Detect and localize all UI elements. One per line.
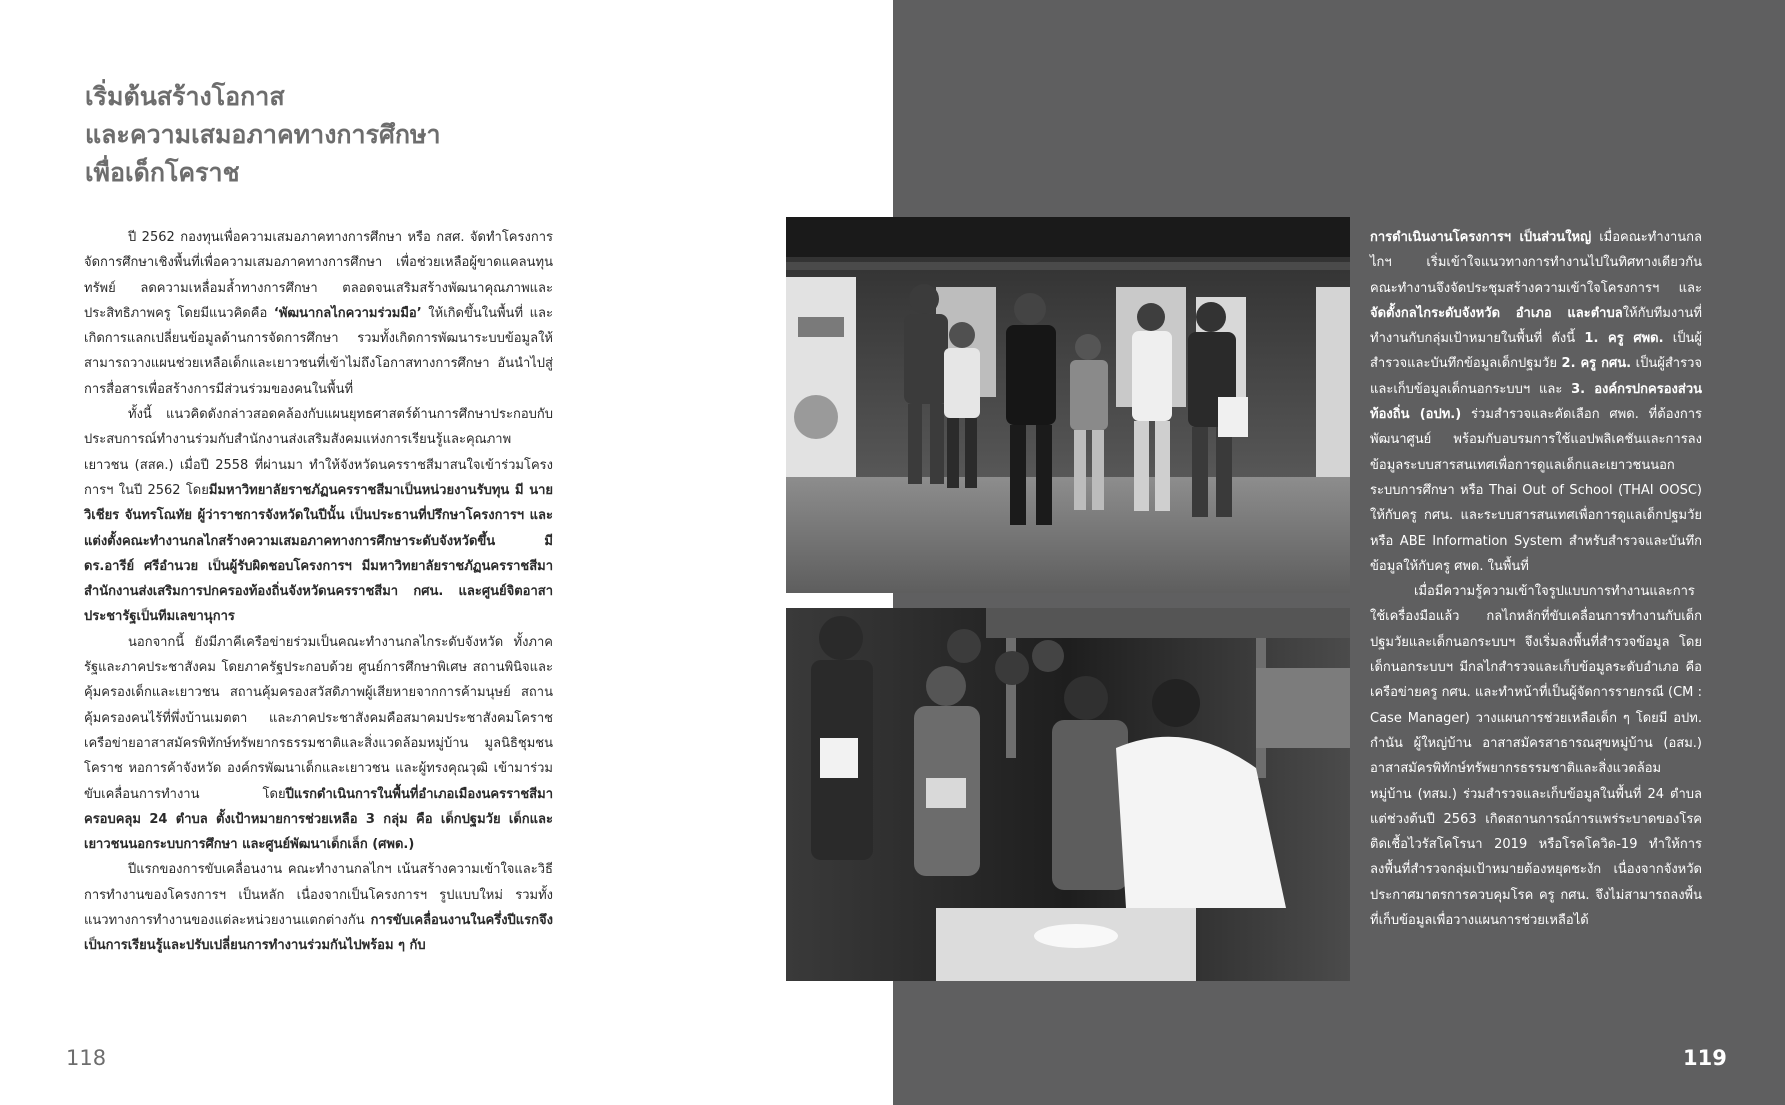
bold-text-run: ‘พัฒนากลไกความร่วมมือ’ — [273, 305, 422, 321]
right-body-text — [1370, 225, 1702, 933]
text-run: นอกจากนี้ ยังมีภาคีเครือข่ายร่วมเป็นคณะทำงานกลไกระดับจังหวัด ทั้งภาครัฐและภาคประชาสังคม โดยภาครัฐประกอบด้วย ศูนย์การศึกษาพิเศษ สถานพินิจและคุ้มครองเด็กและเยาวชน สถานคุ้มครองสวัสดิภาพผู้เสียหายจากการค้ามนุษย์ สถานคุ้มครองคนไร้ที่พึ่งบ้านเมตตา และภาคประชาสังคมคือสมาคมประชาสังคมโคราช เครือข่ายอาสาสมัครพิทักษ์ทรัพยากรธรรมชาติและสิ่งแวดล้อมหมู่บ้าน มูลนิธิชุมชนโคราช หอการค้าจังหวัด องค์กรพัฒนาเด็กและเยาวชน และผู้ทรงคุณวุฒิ เข้ามาร่วมขับเคลื่อนการทำงาน โดย — [84, 634, 553, 802]
paragraph — [84, 225, 553, 402]
bold-text-run: ปีแรกดำเนินการในพื้นที่อำเภอเมืองนครราชสีมา ครอบคลุม 24 ตำบล ตั้งเป้าหมายการช่วยเหลือ 3 กลุ่ม คือ เด็กปฐมวัย เด็กและเยาวชนนอกระบบการศึกษา และศูนย์พัฒนาเด็กเล็ก (ศพด.) — [84, 786, 553, 853]
paragraph — [1370, 225, 1702, 579]
bold-text-run: การขับเคลื่อนงานในครึ่งปีแรกจึงเป็นการเรียนรู้และปรับเปลี่ยนการทำงานร่วมกันไปพร้อม ๆ กับ — [84, 913, 553, 954]
title-line: และความเสมอภาคทางการศึกษา — [85, 120, 441, 149]
page-number-left: 118 — [66, 1046, 107, 1070]
text-run: เป็นผู้สำรวจและบันทึกข้อมูลเด็กปฐมวัย — [1370, 331, 1702, 372]
text-run: เมื่อคณะทำงานกลไกฯ เริ่มเข้าใจแนวทางการทำงานไปในทิศทางเดียวกัน คณะทำงานจึงจัดประชุมสร้างความเข้าใจโครงการฯ และ — [1370, 230, 1702, 296]
text-run: ร่วมสำรวจและคัดเลือก ศพด. ที่ต้องการพัฒนาศูนย์ พร้อมกับอบรมการใช้แอปพลิเคชันและการลงข้อมูลระบบสารสนเทศเพื่อการดูแลเด็กและเยาวชนนอกระบบการศึกษา หรือ Thai Out of School (THAI OOSC) ให้กับครู กศน. และระบบสารสนเทศเพื่อการดูแลเด็กปฐมวัย หรือ ABE Information System สำหรับสำรวจและบันทึกข้อมูลให้กับครู ศพด. ในพื้นที่ — [1370, 407, 1702, 574]
text-run: ให้เกิดขึ้นในพื้นที่ และเกิดการแลกเปลี่ยนข้อมูลด้านการจัดการศึกษา รวมทั้งเกิดการพัฒนาระบบข้อมูลให้สามารถวางแผนช่วยเหลือเด็กและเยาวชนที่เข้าไม่ถึงโอกาสทางการศึกษา อันนำไปสู่การสื่อสารเพื่อสร้างการมีส่วนร่วมของคนในพื้นที่ — [84, 305, 553, 397]
text-run: ปีแรกของการขับเคลื่อนงาน คณะทำงานกลไกฯ เน้นสร้างความเข้าใจและวิธีการทำงานของโครงการฯ เป็นหลัก เนื่องจากเป็นโครงการฯ รูปแบบใหม่ รวมทั้งแนวทางการทำงานของแต่ละหน่วยงานแตกต่างกัน — [84, 862, 553, 929]
title-line: เริ่มต้นสร้างโอกาส — [85, 82, 285, 111]
text-run: ทั้งนี้ แนวคิดดังกล่าวสอดคล้องกับแผนยุทธศาสตร์ด้านการศึกษาประกอบกับประสบการณ์ทำงานร่วมกับสำนักงานส่งเสริมสังคมแห่งการเรียนรู้และคุณภาพเยาวชน (สสค.) เมื่อปี 2558 ที่ผ่านมา ทำให้จังหวัดนครราชสีมาสนใจเข้าร่วมโครงการฯ ในปี 2562 โดย — [84, 407, 553, 498]
text-run: เมื่อมีความรู้ความเข้าใจรูปแบบการทำงานและการใช้เครื่องมือแล้ว กลไกหลักที่ขับเคลื่อนการทำงานกับเด็กปฐมวัยและเด็กนอกระบบฯ จึงเริ่มลงพื้นที่สำรวจข้อมูล โดยเด็กนอกระบบฯ มีกลไกสำรวจและเก็บข้อมูลระดับอำเภอ คือ เครือข่ายครู กศน. และทำหน้าที่เป็นผู้จัดการรายกรณี (CM : Case Manager) วางแผนการช่วยเหลือเด็ก ๆ โดยมี อปท. กำนัน ผู้ใหญ่บ้าน อาสาสมัครสาธารณสุขหมู่บ้าน (อสม.) อาสาสมัครพิทักษ์ทรัพยากรธรรมชาติและสิ่งแวดล้อมหมู่บ้าน (ทสม.) ร่วมสำรวจและเก็บข้อมูลในพื้นที่ 24 ตำบล แต่ช่วงต้นปี 2563 เกิดสถานการณ์การแพร่ระบาดของโรคติดเชื้อไวรัสโคโรนา 2019 หรือโรคโควิด-19 ทำให้การลงพื้นที่สำรวจกลุ่มเป้าหมายต้องหยุดชะงัก เนื่องจากจังหวัดประกาศมาตรการควบคุมโรค ครู กศน. จึงไม่สามารถลงพื้นที่เก็บข้อมูลเพื่อวางแผนการช่วยเหลือได้ — [1370, 584, 1702, 929]
bold-text-run: 3. องค์กรปกครองส่วนท้องถิ่น (อปท.) — [1370, 381, 1703, 423]
page-title — [85, 78, 605, 192]
paragraph — [84, 630, 553, 858]
bold-text-run: การดำเนินงานโครงการฯ เป็นส่วนใหญ่ — [1370, 230, 1592, 245]
paragraph — [84, 857, 553, 958]
text-run: ให้กับทีมงานที่ทำงานกับกลุ่มเป้าหมายในพื้นที่ ดังนี้ — [1370, 305, 1702, 347]
bold-text-run: 2. ครู กศน. — [1561, 356, 1632, 372]
bold-text-run: มีมหาวิทยาลัยราชภัฏนครราชสีมาเป็นหน่วยงานรับทุน มี นายวิเชียร จันทรโณทัย ผู้ว่าราชการจังหวัดในปีนั้น เป็นประธานที่ปรึกษาโครงการฯ และแต่งตั้งคณะทำงานกลไกสร้างความเสมอภาคทางการศึกษาระดับจังหวัดขึ้น มี ดร.อารีย์ ศรีอำนวย เป็นผู้รับผิดชอบโครงการฯ มีมหาวิทยาลัยราชภัฏนครราชสีมา สำนักงานส่งเสริมการปกครองท้องถิ่นจังหวัดนครราชสีมา กศน. และศูนย์จิตอาสาประชารัฐเป็นทีมเลขานุการ — [84, 482, 554, 625]
paragraph — [1370, 579, 1702, 933]
left-body-text — [84, 225, 553, 959]
text-run: ปี 2562 กองทุนเพื่อความเสมอภาคทางการศึกษา หรือ กสศ. จัดทำโครงการจัดการศึกษาเชิงพื้นที่เพื่อความเสมอภาคทางการศึกษา เพื่อช่วยเหลือผู้ขาดแคลนทุนทรัพย์ ลดความเหลื่อมล้ำทางการศึกษา ตลอดจนเสริมสร้างพัฒนาคุณภาพและประสิทธิภาพครู โดยมีแนวคิดคือ — [84, 230, 553, 321]
page-number-right: 119 — [1683, 1046, 1727, 1070]
photo-children-activity-table — [786, 608, 1350, 981]
paragraph — [84, 402, 553, 630]
title-line: เพื่อเด็กโคราช — [85, 158, 240, 187]
photo-group-children-indoor — [786, 217, 1350, 593]
text-run: เป็นผู้สำรวจและเก็บข้อมูลเด็กนอกระบบฯ และ — [1370, 356, 1703, 397]
bold-text-run: จัดตั้งกลไกระดับจังหวัด อำเภอ และตำบล — [1370, 305, 1623, 321]
bold-text-run: 1. ครู ศพด. — [1584, 331, 1664, 347]
